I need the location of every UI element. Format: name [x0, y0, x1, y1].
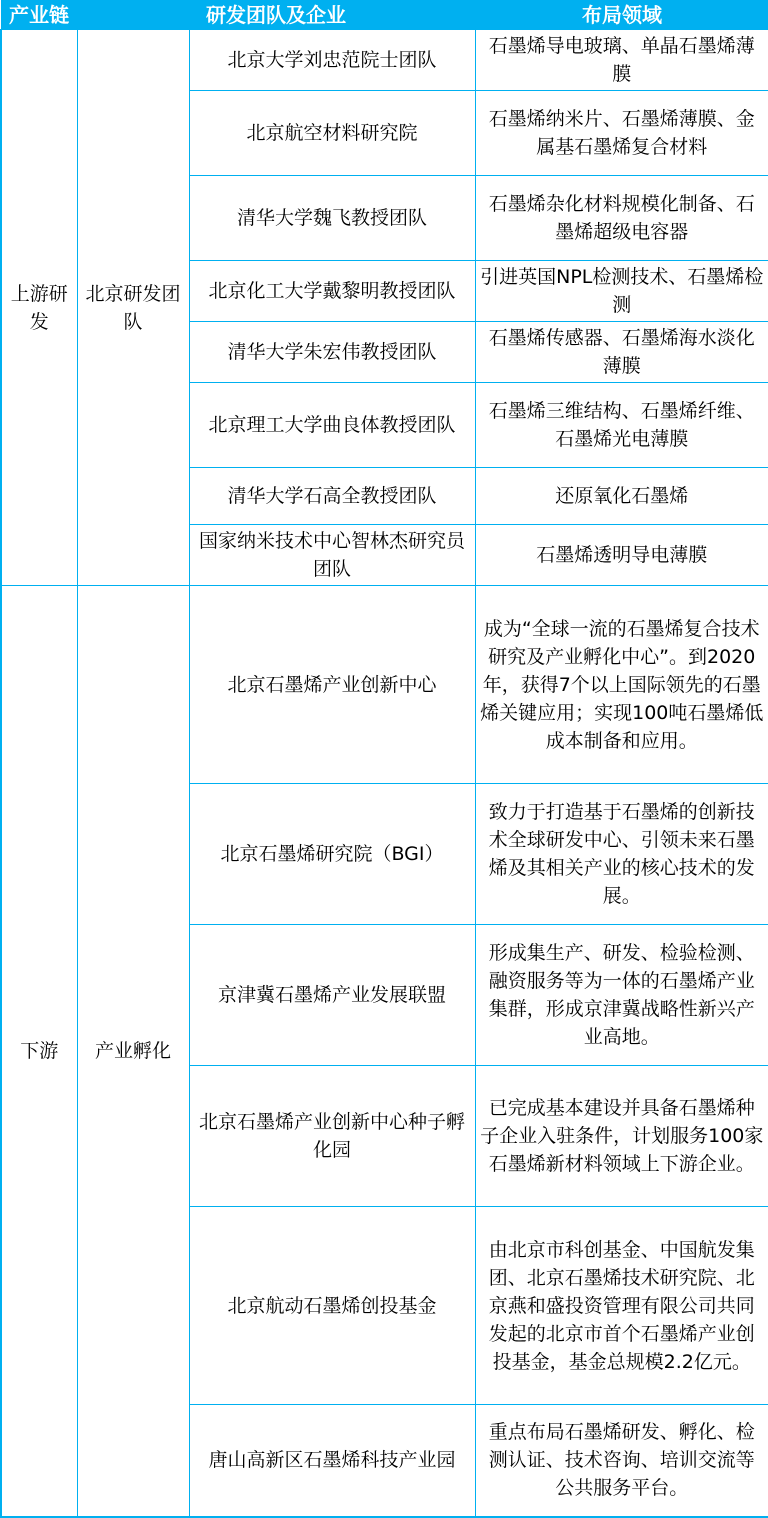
group-beijing-rd: 北京研发团队 — [77, 30, 189, 586]
team-cell: 京津冀石墨烯产业发展联盟 — [189, 925, 475, 1066]
team-cell: 清华大学魏飞教授团队 — [189, 176, 475, 261]
team-cell: 北京石墨烯产业创新中心种子孵化园 — [189, 1066, 475, 1207]
header-row — [1, 1, 768, 30]
field-cell: 重点布局石墨烯研发、孵化、检测认证、技术咨询、培训交流等公共服务平台。 — [475, 1405, 768, 1517]
stage-downstream: 下游 — [1, 586, 77, 1517]
header-industry-chain: 产业链 — [1, 1, 77, 30]
field-cell: 由北京市科创基金、中国航发集团、北京石墨烯技术研究院、北京燕和盛投资管理有限公司共同发起的北京市首个石墨烯产业创投基金，基金总规模2.2亿元。 — [475, 1207, 768, 1405]
field-cell: 引进英国NPL检测技术、石墨烯检测 — [475, 261, 768, 322]
team-cell: 北京大学刘忠范院士团队 — [189, 30, 475, 91]
stage-upstream: 上游研发 — [1, 30, 77, 586]
field-cell: 成为“全球一流的石墨烯复合技术研究及产业孵化中心”。到2020年，获得7个以上国际领先的石墨烯关键应用；实现100吨石墨烯低成本制备和应用。 — [475, 586, 768, 784]
field-cell: 石墨烯导电玻璃、单晶石墨烯薄膜 — [475, 30, 768, 91]
header-layout-field: 布局领域 — [475, 1, 768, 30]
field-cell: 石墨烯透明导电薄膜 — [475, 525, 768, 586]
field-cell: 石墨烯三维结构、石墨烯纤维、石墨烯光电薄膜 — [475, 383, 768, 468]
team-cell: 北京石墨烯研究院（BGI） — [189, 784, 475, 925]
table-row — [1, 586, 768, 784]
group-incubation: 产业孵化 — [77, 586, 189, 1517]
header-teams-companies: 研发团队及企业 — [77, 1, 475, 30]
team-cell: 国家纳米技术中心智林杰研究员团队 — [189, 525, 475, 586]
field-cell: 石墨烯传感器、石墨烯海水淡化薄膜 — [475, 322, 768, 383]
team-cell: 北京化工大学戴黎明教授团队 — [189, 261, 475, 322]
field-cell: 已完成基本建设并具备石墨烯种子企业入驻条件，计划服务100家石墨烯新材料领域上下游企业。 — [475, 1066, 768, 1207]
field-cell: 石墨烯杂化材料规模化制备、石墨烯超级电容器 — [475, 176, 768, 261]
team-cell: 清华大学朱宏伟教授团队 — [189, 322, 475, 383]
table-row — [1, 30, 768, 91]
team-cell: 唐山高新区石墨烯科技产业园 — [189, 1405, 475, 1517]
field-cell: 石墨烯纳米片、石墨烯薄膜、金属基石墨烯复合材料 — [475, 91, 768, 176]
field-cell: 还原氧化石墨烯 — [475, 468, 768, 525]
team-cell: 北京理工大学曲良体教授团队 — [189, 383, 475, 468]
team-cell: 北京航空材料研究院 — [189, 91, 475, 176]
team-cell: 北京航动石墨烯创投基金 — [189, 1207, 475, 1405]
field-cell: 致力于打造基于石墨烯的创新技术全球研发中心、引领未来石墨烯及其相关产业的核心技术的发展。 — [475, 784, 768, 925]
team-cell: 清华大学石高全教授团队 — [189, 468, 475, 525]
team-cell: 北京石墨烯产业创新中心 — [189, 586, 475, 784]
field-cell: 形成集生产、研发、检验检测、融资服务等为一体的石墨烯产业集群，形成京津冀战略性新兴产业高地。 — [475, 925, 768, 1066]
